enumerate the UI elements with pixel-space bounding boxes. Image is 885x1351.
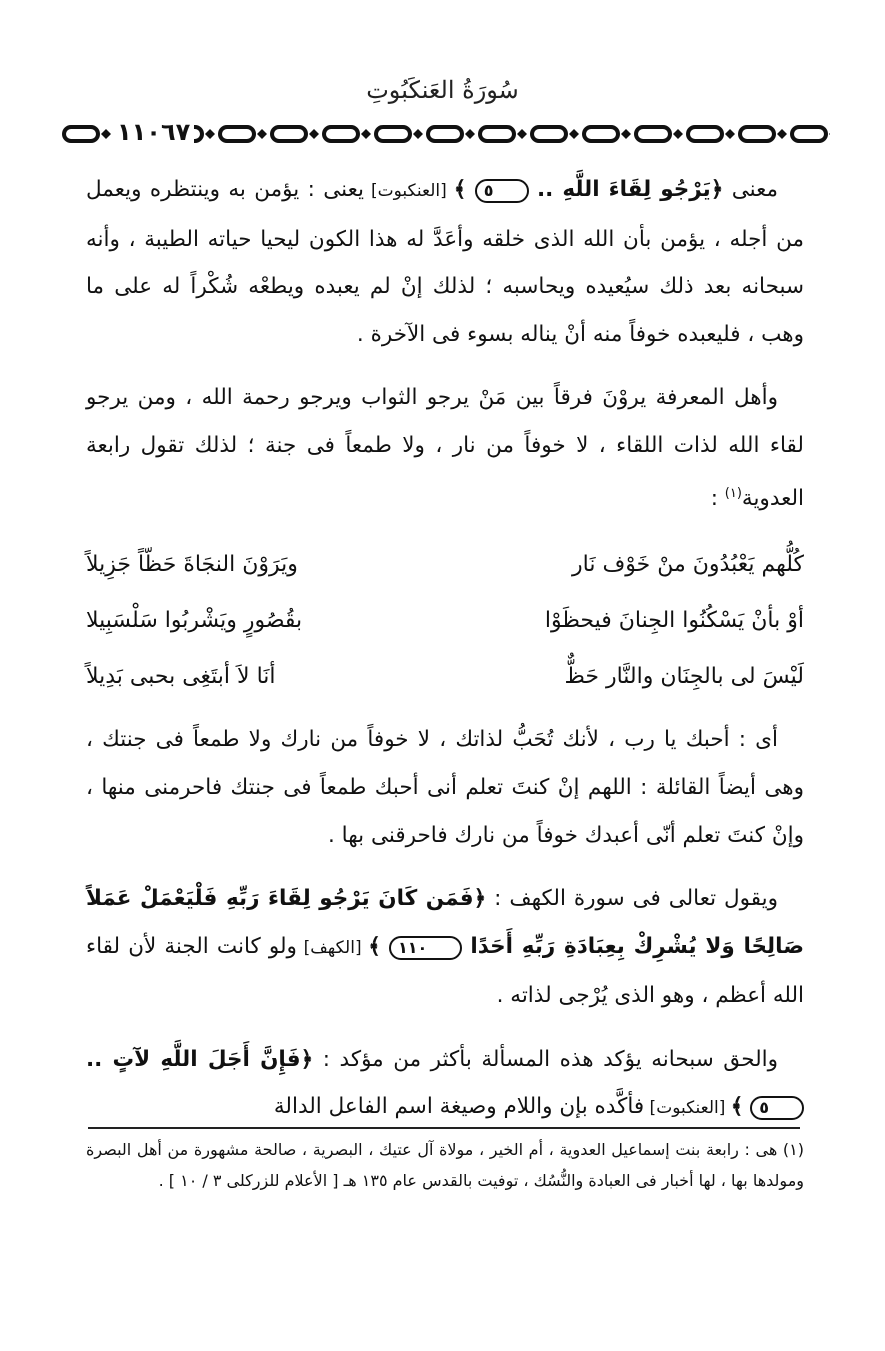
surah-reference: [العنكبوت] [364,181,454,201]
quran-verse: يَرْجُو لِقَاءَ اللَّهِ .. [536,177,711,202]
paragraph [86,166,804,358]
footnote: (١) هى : رابعة بنت إسماعيل العدوية ، أم الخير ، مولاة آل عتيك ، البصرية ، صالحة مشهورة من أهل البصرة ومولدها بها ، لها أخبار فى العبادة والنُّسُك ، توفيت بالقدس عام ١٣٥ هـ [ الأعلام للزركلى ٣ / ١٠ ] . [86,1140,804,1190]
chain-link [64,127,98,141]
chain-link [636,127,670,141]
text-run: أى : أحبك يا رب ، لأنك تُحَبُّ لذاتك ، لا خوفاً من نارك ولا طمعاً فى جنتك ، وهى أيضاً القائلة : اللهم إنْ كنتَ تعلم أنى أحبك طمعاً فى جنتك فاحرمنى منها ، وإنْ كنتَ تعلم أنّى أعبدك خوفاً من نارك فاحرقنى بها . [86,727,804,848]
quran-bracket: ﴿ [710,177,724,202]
text-run [529,177,537,202]
chain-diamond [205,129,215,139]
text-run: وأهل المعرفة يروْنَ فرقاً بين مَنْ يرجو الثواب ويرجو رحمة الله ، ومن يرجو لقاء الله لذات اللقاء ، لا خوفاً من نار ، ولا طمعاً فى جنة ؛ لذلك تقول رابعة العدوية [86,385,804,511]
chain-diamond [465,129,475,139]
quran-verse: فَمَن كَانَ يَرْجُو لِقَاءَ رَبِّهِ فَلْيَعْمَلْ عَمَلاً صَالِحًا وَلا يُشْرِكْ بِعِبَادَةِ رَبِّهِ أَحَدًا [86,886,804,959]
footnote-separator [88,1127,800,1129]
chain-link [792,127,826,141]
chain-diamond [569,129,579,139]
surah-reference: [الكهف] [296,937,369,958]
poem-first-hemistich: كُلُّهم يَعْبُدُونَ منْ خَوْف نَار [572,551,804,577]
paragraph [86,875,804,1020]
chain-diamond [829,129,830,139]
chain-link [272,127,306,141]
chain-diamond [257,129,267,139]
poem-first-hemistich: أوْ بأنْ يَسْكُنُوا الجِنانَ فيحظَوْا [544,607,804,633]
chain-diamond [777,129,787,139]
poem-second-hemistich: ويَرَوْنَ النجَاةَ حَظّاً جَزِيلاً [86,551,298,577]
quran-bracket: ﴿ [300,1046,314,1072]
verse-number: ١١٠ [389,936,462,960]
chain-link [220,127,254,141]
paragraphs-after-poem [86,716,804,1133]
text-run [381,934,389,959]
poem-verse [86,648,804,704]
text-run [743,1094,750,1119]
poem-verse [86,592,804,648]
surah-title: سُورَةُ العَنكَبُوتِ [366,76,519,104]
poem-second-hemistich: أنَا لاَ أبتَغِى بحبى بَدِيلاً [86,663,276,689]
poem-verse [86,536,804,592]
paragraphs-before-poem [86,166,804,522]
chain-link [480,127,514,141]
verse-number: ٥ [475,179,529,203]
surah-reference: [العنكبوت] [644,1098,731,1119]
text-run: معنى [723,177,778,202]
paragraph [86,716,804,859]
paragraph [86,1036,804,1133]
chain-link [688,127,722,141]
text-run: ولو كانت الجنة لأن لقاء الله أعظم ، وهو الذى يُرْجى لذاته . [86,933,804,1009]
chain-diamond [413,129,423,139]
quran-bracket: ﴾ [368,933,381,959]
footnote-marker: (١) [724,485,742,501]
chain-diamond [673,129,683,139]
page-number: ١١٠٦٧ [113,118,194,146]
paragraph [86,374,804,522]
chain-link [740,127,774,141]
chain-diamond [309,129,319,139]
text-run: : [710,485,725,511]
text-run: والحق سبحانه يؤكد هذه المسألة بأكثر من مؤكد : [313,1046,778,1072]
chain-link [324,127,358,141]
chain-link [428,127,462,141]
quran-bracket: ﴾ [453,177,467,202]
chain-link [584,127,618,141]
chain-diamond [101,129,111,139]
text-run: فأكَّده بإن واللام وصيغة اسم الفاعل الدالة [273,1094,645,1120]
verse-number: ٥ [750,1096,804,1120]
text-run [466,177,474,202]
chain-link [532,127,566,141]
quran-bracket: ﴾ [730,1094,744,1120]
chain-link [376,127,410,141]
poem-second-hemistich: بقُصُورٍ ويَشْربُوا سَلْسَبِيلا [86,607,303,633]
poem [86,536,804,704]
footnotes [86,1134,804,1196]
chain-diamond [725,129,735,139]
quran-bracket: ﴿ [473,886,487,912]
chain-diamond [517,129,527,139]
main-text [86,166,804,1133]
poem-first-hemistich: لَيْسَ لى بالجِنَان والنَّار حَظٌّ [564,663,804,689]
chain-diamond [621,129,631,139]
text-run: ويقول تعالى فى سورة الكهف : [486,886,778,912]
chain-diamond [361,129,371,139]
quran-verse: فَإِنَّ أَجَلَ اللَّهِ لآتٍ .. [86,1046,301,1072]
text-run: يعنى : يؤمن به وينتظره ويعمل من أجله ، يؤمن بأن الله الذى خلقه وأعَدَّ له هذا الكون ليحيا حياته الطيبة ، وأنه سبحانه بعد ذلك سيُعيده ويحاسبه ؛ لذلك إنْ لم يعبده ويطعْه شُكْراً له على ما وهب ، فليعبده خوفاً منه أنْ يناله بسوء فى الآخرة . [86,177,804,347]
